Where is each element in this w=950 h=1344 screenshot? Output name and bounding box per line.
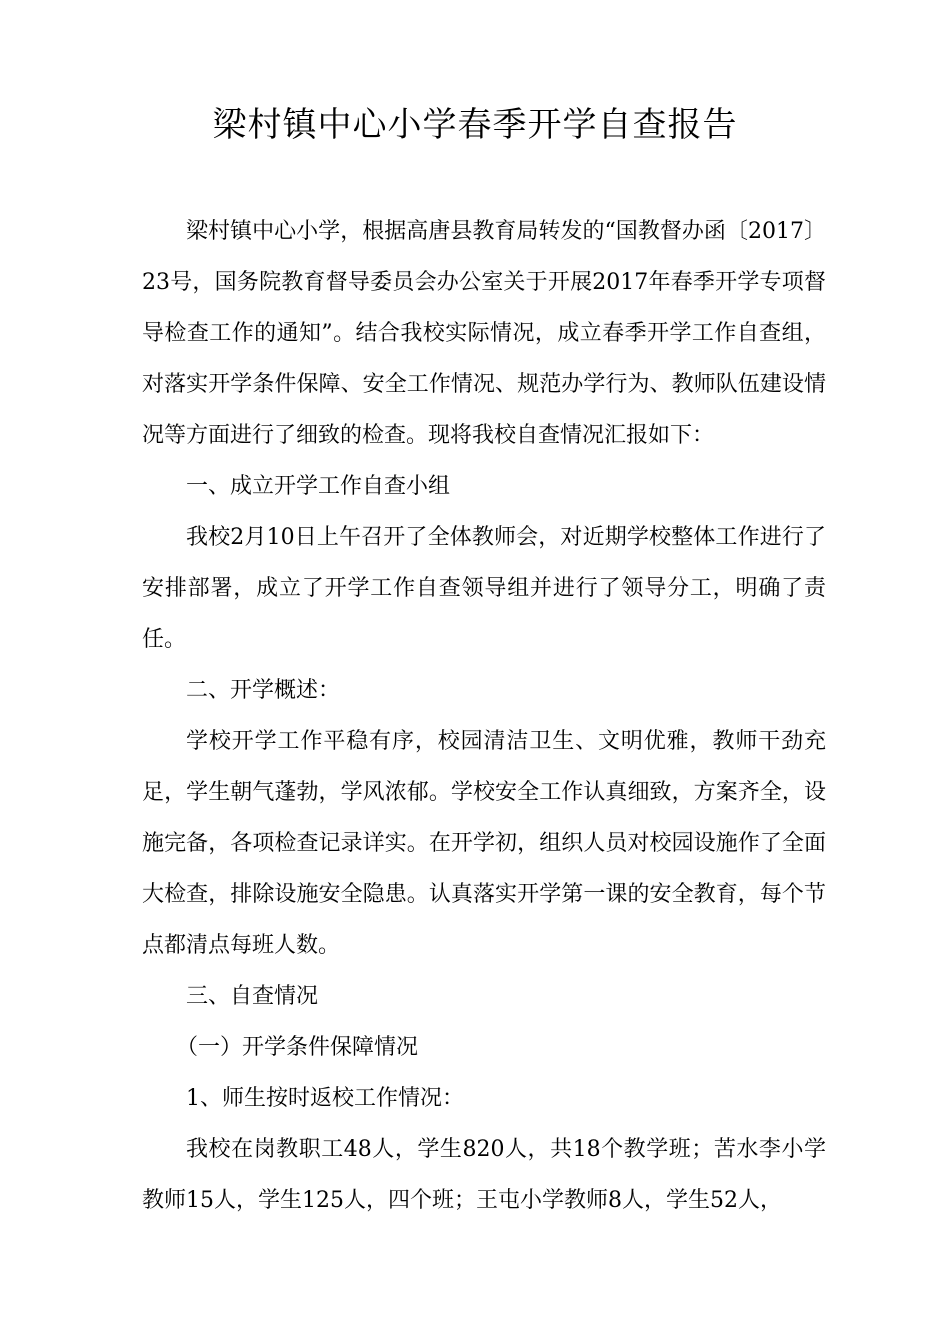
section-2-paragraph: 学校开学工作平稳有序，校园清洁卫生、文明优雅，教师干劲充足，学生朝气蓬勃，学风浓郁。学校安全工作认真细致，方案齐全，设施完备，各项检查记录详实。在开学初，组织人员对校园设施作了全面大检查，排除设施安全隐患。认真落实开学第一课的安全教育，每个节点都清点每班人数。: [142, 729, 826, 958]
section-1-paragraph: 我校2月10日上午召开了全体教师会，对近期学校整体工作进行了安排部署，成立了开学工作自查领导组并进行了领导分工，明确了责任。: [142, 525, 826, 652]
section-3-heading: 三、自查情况: [186, 984, 319, 1009]
document-body: [142, 206, 826, 1226]
section-1-heading: 一、成立开学工作自查小组: [186, 474, 451, 499]
item-1-heading: 1、师生按时返校工作情况：: [186, 1086, 464, 1111]
section-3-subheading-1: （一）开学条件保障情况: [176, 1035, 419, 1060]
section-2-heading: 二、开学概述：: [186, 678, 341, 703]
document-title: 梁村镇中心小学春季开学自查报告: [212, 105, 738, 145]
item-1-paragraph: 我校在岗教职工48人，学生820人，共18个教学班；苦水李小学教师15人，学生125人，四个班；王屯小学教师8人，学生52人，: [142, 1137, 826, 1213]
intro-paragraph: 梁村镇中心小学，根据高唐县教育局转发的“国教督办函〔2017〕23号，国务院教育督导委员会办公室关于开展2017年春季开学专项督导检查工作的通知”。结合我校实际情况，成立春季开学工作自查组，对落实开学条件保障、安全工作情况、规范办学行为、教师队伍建设情况等方面进行了细致的检查。现将我校自查情况汇报如下：: [142, 219, 826, 448]
